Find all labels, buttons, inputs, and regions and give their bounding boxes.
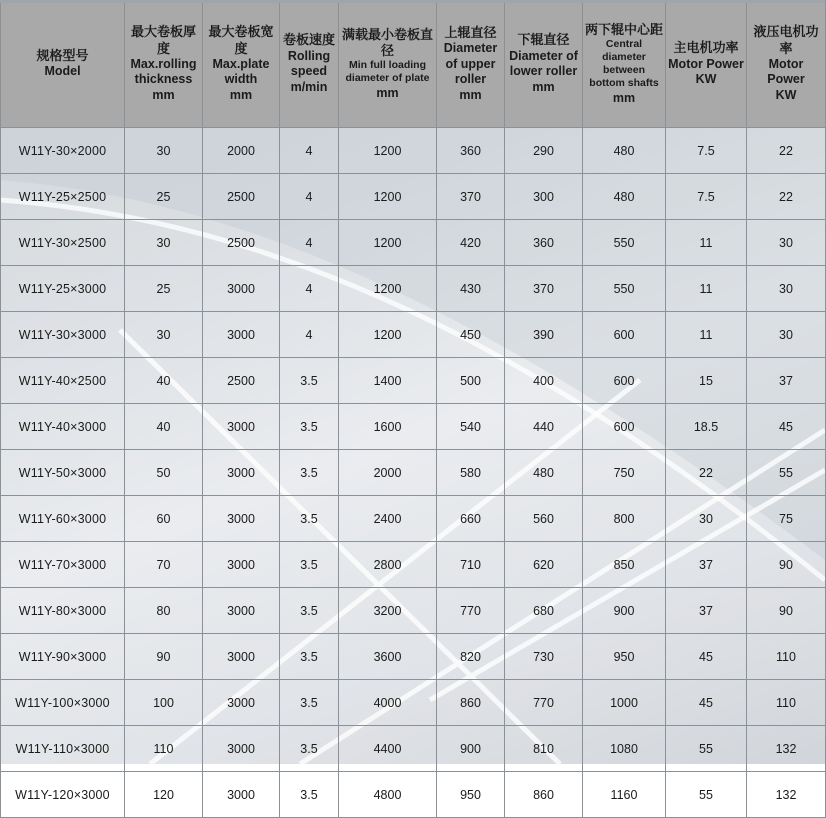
cell-central-diameter: 1160 — [583, 772, 666, 818]
cell-upper-roller: 900 — [437, 726, 505, 772]
header-en: Motor Power — [668, 56, 744, 71]
cell-thickness: 90 — [125, 634, 203, 680]
cell-width: 3000 — [203, 542, 280, 588]
header-unit: mm — [229, 88, 253, 103]
cell-width: 3000 — [203, 772, 280, 818]
cell-width: 3000 — [203, 634, 280, 680]
cell-hydraulic-power: 30 — [747, 220, 826, 266]
cell-model: W11Y-70×3000 — [1, 542, 125, 588]
header-unit: KW — [775, 88, 797, 103]
cell-width: 3000 — [203, 312, 280, 358]
cell-speed: 3.5 — [280, 726, 339, 772]
cell-thickness: 100 — [125, 680, 203, 726]
cell-model: W11Y-120×3000 — [1, 772, 125, 818]
cell-width: 2500 — [203, 358, 280, 404]
header-cn: 下辊直径 — [517, 32, 570, 48]
table-row — [1, 542, 826, 588]
cell-min-diameter: 1200 — [339, 266, 437, 312]
cell-central-diameter: 600 — [583, 312, 666, 358]
cell-thickness: 30 — [125, 312, 203, 358]
cell-min-diameter: 3600 — [339, 634, 437, 680]
cell-upper-roller: 770 — [437, 588, 505, 634]
cell-thickness: 30 — [125, 128, 203, 174]
cell-hydraulic-power: 75 — [747, 496, 826, 542]
cell-thickness: 40 — [125, 404, 203, 450]
table-row — [1, 588, 826, 634]
cell-motor-power: 22 — [666, 450, 747, 496]
header-en: Model — [44, 64, 81, 79]
cell-motor-power: 7.5 — [666, 128, 747, 174]
cell-model: W11Y-30×2500 — [1, 220, 125, 266]
cell-speed: 3.5 — [280, 680, 339, 726]
header-unit: mm — [152, 88, 175, 103]
table-row — [1, 128, 826, 174]
header-en: Min full loading diameter of plate — [345, 59, 430, 85]
cell-width: 2000 — [203, 128, 280, 174]
cell-thickness: 80 — [125, 588, 203, 634]
cell-model: W11Y-100×3000 — [1, 680, 125, 726]
column-header-min-full-loading-diameter — [339, 1, 437, 128]
cell-lower-roller: 860 — [505, 772, 583, 818]
cell-hydraulic-power: 55 — [747, 450, 826, 496]
cell-central-diameter: 600 — [583, 404, 666, 450]
cell-min-diameter: 3200 — [339, 588, 437, 634]
cell-width: 3000 — [203, 404, 280, 450]
cell-central-diameter: 550 — [583, 266, 666, 312]
column-header-max-plate-width — [203, 1, 280, 128]
header-cn: 卷板速度 — [282, 32, 335, 48]
header-unit: mm — [612, 90, 636, 105]
cell-motor-power: 30 — [666, 496, 747, 542]
header-unit: mm — [376, 85, 399, 100]
cell-lower-roller: 770 — [505, 680, 583, 726]
cell-min-diameter: 4800 — [339, 772, 437, 818]
table-row — [1, 312, 826, 358]
cell-speed: 4 — [280, 128, 339, 174]
cell-central-diameter: 1080 — [583, 726, 666, 772]
cell-lower-roller: 560 — [505, 496, 583, 542]
cell-speed: 3.5 — [280, 542, 339, 588]
cell-thickness: 40 — [125, 358, 203, 404]
cell-hydraulic-power: 22 — [747, 128, 826, 174]
cell-lower-roller: 400 — [505, 358, 583, 404]
column-header-motor-power — [666, 1, 747, 128]
cell-lower-roller: 360 — [505, 220, 583, 266]
cell-motor-power: 37 — [666, 588, 747, 634]
cell-hydraulic-power: 110 — [747, 680, 826, 726]
cell-model: W11Y-40×2500 — [1, 358, 125, 404]
column-header-max-rolling-thickness — [125, 1, 203, 128]
cell-hydraulic-power: 90 — [747, 542, 826, 588]
cell-upper-roller: 500 — [437, 358, 505, 404]
cell-speed: 3.5 — [280, 772, 339, 818]
header-cn: 液压电机功率 — [753, 24, 819, 56]
cell-upper-roller: 580 — [437, 450, 505, 496]
cell-upper-roller: 820 — [437, 634, 505, 680]
top-divider — [0, 0, 825, 3]
cell-central-diameter: 900 — [583, 588, 666, 634]
cell-model: W11Y-60×3000 — [1, 496, 125, 542]
cell-central-diameter: 850 — [583, 542, 666, 588]
cell-model: W11Y-90×3000 — [1, 634, 125, 680]
header-unit: mm — [532, 79, 555, 94]
header-unit: KW — [695, 72, 717, 87]
cell-width: 3000 — [203, 588, 280, 634]
header-row — [1, 1, 826, 128]
cell-upper-roller: 710 — [437, 542, 505, 588]
cell-speed: 4 — [280, 312, 339, 358]
cell-motor-power: 55 — [666, 772, 747, 818]
cell-min-diameter: 1400 — [339, 358, 437, 404]
cell-motor-power: 18.5 — [666, 404, 747, 450]
table-body — [1, 128, 826, 818]
cell-hydraulic-power: 45 — [747, 404, 826, 450]
cell-upper-roller: 540 — [437, 404, 505, 450]
cell-min-diameter: 2400 — [339, 496, 437, 542]
cell-upper-roller: 860 — [437, 680, 505, 726]
cell-speed: 4 — [280, 174, 339, 220]
table-header — [1, 1, 826, 128]
cell-speed: 3.5 — [280, 634, 339, 680]
cell-thickness: 120 — [125, 772, 203, 818]
cell-lower-roller: 370 — [505, 266, 583, 312]
cell-model: W11Y-80×3000 — [1, 588, 125, 634]
cell-speed: 3.5 — [280, 404, 339, 450]
cell-width: 2500 — [203, 220, 280, 266]
cell-central-diameter: 480 — [583, 174, 666, 220]
cell-thickness: 60 — [125, 496, 203, 542]
cell-hydraulic-power: 132 — [747, 772, 826, 818]
cell-model: W11Y-25×2500 — [1, 174, 125, 220]
header-cn: 上辊直径 — [444, 24, 497, 40]
cell-speed: 4 — [280, 266, 339, 312]
cell-width: 3000 — [203, 266, 280, 312]
cell-model: W11Y-40×3000 — [1, 404, 125, 450]
table-row — [1, 772, 826, 818]
cell-central-diameter: 480 — [583, 128, 666, 174]
cell-speed: 3.5 — [280, 496, 339, 542]
cell-upper-roller: 360 — [437, 128, 505, 174]
header-en: Max.plate width — [212, 56, 270, 87]
cell-thickness: 70 — [125, 542, 203, 588]
cell-min-diameter: 1200 — [339, 174, 437, 220]
cell-model: W11Y-110×3000 — [1, 726, 125, 772]
cell-hydraulic-power: 110 — [747, 634, 826, 680]
cell-thickness: 50 — [125, 450, 203, 496]
column-header-central-diameter-bottom-shafts — [583, 1, 666, 128]
cell-upper-roller: 660 — [437, 496, 505, 542]
cell-width: 3000 — [203, 450, 280, 496]
cell-upper-roller: 950 — [437, 772, 505, 818]
cell-model: W11Y-25×3000 — [1, 266, 125, 312]
cell-motor-power: 11 — [666, 220, 747, 266]
cell-min-diameter: 4000 — [339, 680, 437, 726]
cell-speed: 4 — [280, 220, 339, 266]
column-header-upper-roller-diameter — [437, 1, 505, 128]
cell-hydraulic-power: 37 — [747, 358, 826, 404]
header-unit: m/min — [290, 79, 328, 94]
cell-motor-power: 45 — [666, 680, 747, 726]
cell-min-diameter: 1600 — [339, 404, 437, 450]
cell-lower-roller: 290 — [505, 128, 583, 174]
header-en: Max.rolling thickness — [130, 56, 197, 87]
cell-lower-roller: 440 — [505, 404, 583, 450]
column-header-lower-roller-diameter — [505, 1, 583, 128]
table-row — [1, 726, 826, 772]
cell-central-diameter: 950 — [583, 634, 666, 680]
table-row — [1, 404, 826, 450]
cell-lower-roller: 390 — [505, 312, 583, 358]
cell-lower-roller: 480 — [505, 450, 583, 496]
table-row — [1, 634, 826, 680]
cell-thickness: 25 — [125, 174, 203, 220]
cell-motor-power: 45 — [666, 634, 747, 680]
cell-upper-roller: 420 — [437, 220, 505, 266]
cell-lower-roller: 810 — [505, 726, 583, 772]
header-en: Central diameter between bottom shafts — [589, 38, 659, 90]
cell-min-diameter: 4400 — [339, 726, 437, 772]
cell-motor-power: 7.5 — [666, 174, 747, 220]
cell-motor-power: 11 — [666, 266, 747, 312]
cell-min-diameter: 1200 — [339, 312, 437, 358]
header-cn: 满载最小卷板直径 — [341, 26, 433, 59]
cell-min-diameter: 1200 — [339, 220, 437, 266]
column-header-model — [1, 1, 125, 128]
cell-upper-roller: 370 — [437, 174, 505, 220]
cell-motor-power: 15 — [666, 358, 747, 404]
cell-lower-roller: 300 — [505, 174, 583, 220]
table-row — [1, 450, 826, 496]
cell-min-diameter: 2000 — [339, 450, 437, 496]
cell-central-diameter: 1000 — [583, 680, 666, 726]
header-cn: 两下辊中心距 — [585, 21, 664, 37]
header-cn: 主电机功率 — [673, 40, 739, 56]
cell-hydraulic-power: 90 — [747, 588, 826, 634]
cell-width: 3000 — [203, 680, 280, 726]
cell-min-diameter: 1200 — [339, 128, 437, 174]
cell-lower-roller: 730 — [505, 634, 583, 680]
table-row — [1, 174, 826, 220]
table-row — [1, 680, 826, 726]
header-cn: 最大卷板宽度 — [208, 24, 274, 56]
cell-hydraulic-power: 30 — [747, 266, 826, 312]
cell-thickness: 30 — [125, 220, 203, 266]
cell-motor-power: 11 — [666, 312, 747, 358]
cell-central-diameter: 550 — [583, 220, 666, 266]
cell-hydraulic-power: 22 — [747, 174, 826, 220]
column-header-rolling-speed — [280, 1, 339, 128]
table-row — [1, 496, 826, 542]
cell-lower-roller: 680 — [505, 588, 583, 634]
cell-central-diameter: 750 — [583, 450, 666, 496]
header-en: Diameter of lower roller — [509, 48, 578, 79]
cell-thickness: 25 — [125, 266, 203, 312]
cell-speed: 3.5 — [280, 588, 339, 634]
cell-upper-roller: 450 — [437, 312, 505, 358]
cell-width: 2500 — [203, 174, 280, 220]
cell-central-diameter: 600 — [583, 358, 666, 404]
table-row — [1, 266, 826, 312]
cell-model: W11Y-30×2000 — [1, 128, 125, 174]
table-row — [1, 220, 826, 266]
table-row — [1, 358, 826, 404]
header-cn: 最大卷板厚度 — [130, 24, 196, 56]
header-en: Diameter of upper roller — [443, 40, 498, 87]
cell-model: W11Y-50×3000 — [1, 450, 125, 496]
cell-lower-roller: 620 — [505, 542, 583, 588]
cell-thickness: 110 — [125, 726, 203, 772]
cell-model: W11Y-30×3000 — [1, 312, 125, 358]
cell-speed: 3.5 — [280, 358, 339, 404]
cell-hydraulic-power: 132 — [747, 726, 826, 772]
header-cn: 规格型号 — [36, 48, 89, 64]
column-header-hydraulic-motor-power — [747, 1, 826, 128]
cell-width: 3000 — [203, 726, 280, 772]
cell-width: 3000 — [203, 496, 280, 542]
header-en: Motor Power — [767, 56, 805, 87]
cell-motor-power: 37 — [666, 542, 747, 588]
header-unit: mm — [459, 87, 482, 102]
cell-min-diameter: 2800 — [339, 542, 437, 588]
cell-upper-roller: 430 — [437, 266, 505, 312]
cell-motor-power: 55 — [666, 726, 747, 772]
header-en: Rolling speed — [287, 48, 331, 79]
cell-hydraulic-power: 30 — [747, 312, 826, 358]
cell-speed: 3.5 — [280, 450, 339, 496]
cell-central-diameter: 800 — [583, 496, 666, 542]
